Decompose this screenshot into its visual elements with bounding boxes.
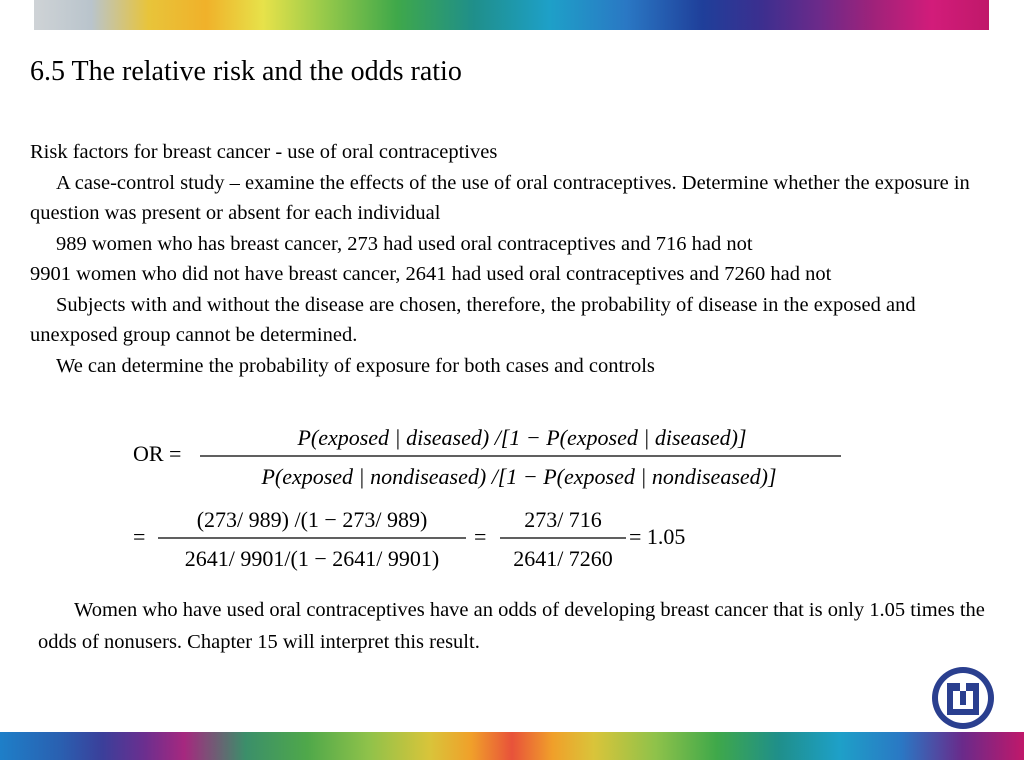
paragraph-controls: 9901 women who did not have breast cancer, 2641 had used oral contraceptives and 7260 had not <box>30 263 832 285</box>
paragraph-subjects: Subjects with and without the disease are chosen, therefore, the probability of disease in the exposed and unexposed group cannot be determined. <box>30 293 916 346</box>
university-logo-icon <box>930 665 996 731</box>
odds-ratio-formula <box>133 420 853 580</box>
top-color-band <box>34 0 989 30</box>
formula-denominator: P(exposed | nondiseased) /[1 − P(exposed | nondiseased)] <box>261 464 777 489</box>
paragraph-study: A case-control study – examine the effects of the use of oral contraceptives. Determine whether the exposure in question was present or absent for each individual <box>30 171 970 224</box>
formula-eq2-numerator: (273/ 989) /(1 − 273/ 989) <box>196 507 428 532</box>
formula-eq3-denominator: 2641/ 7260 <box>513 546 613 571</box>
formula-eq3-prefix: = <box>474 524 487 549</box>
paragraph-exposure: We can determine the probability of exposure for both cases and controls <box>56 354 655 377</box>
conclusion-text: Women who have used oral contraceptives have an odds of developing breast cancer that is only 1.05 times the odds of nonusers. Chapter 15 will interpret this result. <box>38 599 985 653</box>
formula-lhs: OR = <box>133 441 182 466</box>
formula-result: = 1.05 <box>629 524 686 549</box>
slide-body <box>30 137 980 381</box>
formula-eq2-prefix: = <box>133 524 146 549</box>
formula-numerator: P(exposed | diseased) /[1 − P(exposed | diseased)] <box>297 425 747 450</box>
paragraph-heading: Risk factors for breast cancer - use of oral contraceptives <box>30 141 498 163</box>
formula-eq2-denominator: 2641/ 9901/(1 − 2641/ 9901) <box>184 546 440 571</box>
bottom-color-band <box>0 732 1024 760</box>
conclusion <box>38 594 988 658</box>
paragraph-cases: 989 women who has breast cancer, 273 had used oral contraceptives and 716 had not <box>56 232 753 255</box>
slide-title: 6.5 The relative risk and the odds ratio <box>30 56 462 87</box>
formula-eq3-numerator: 273/ 716 <box>524 507 602 532</box>
